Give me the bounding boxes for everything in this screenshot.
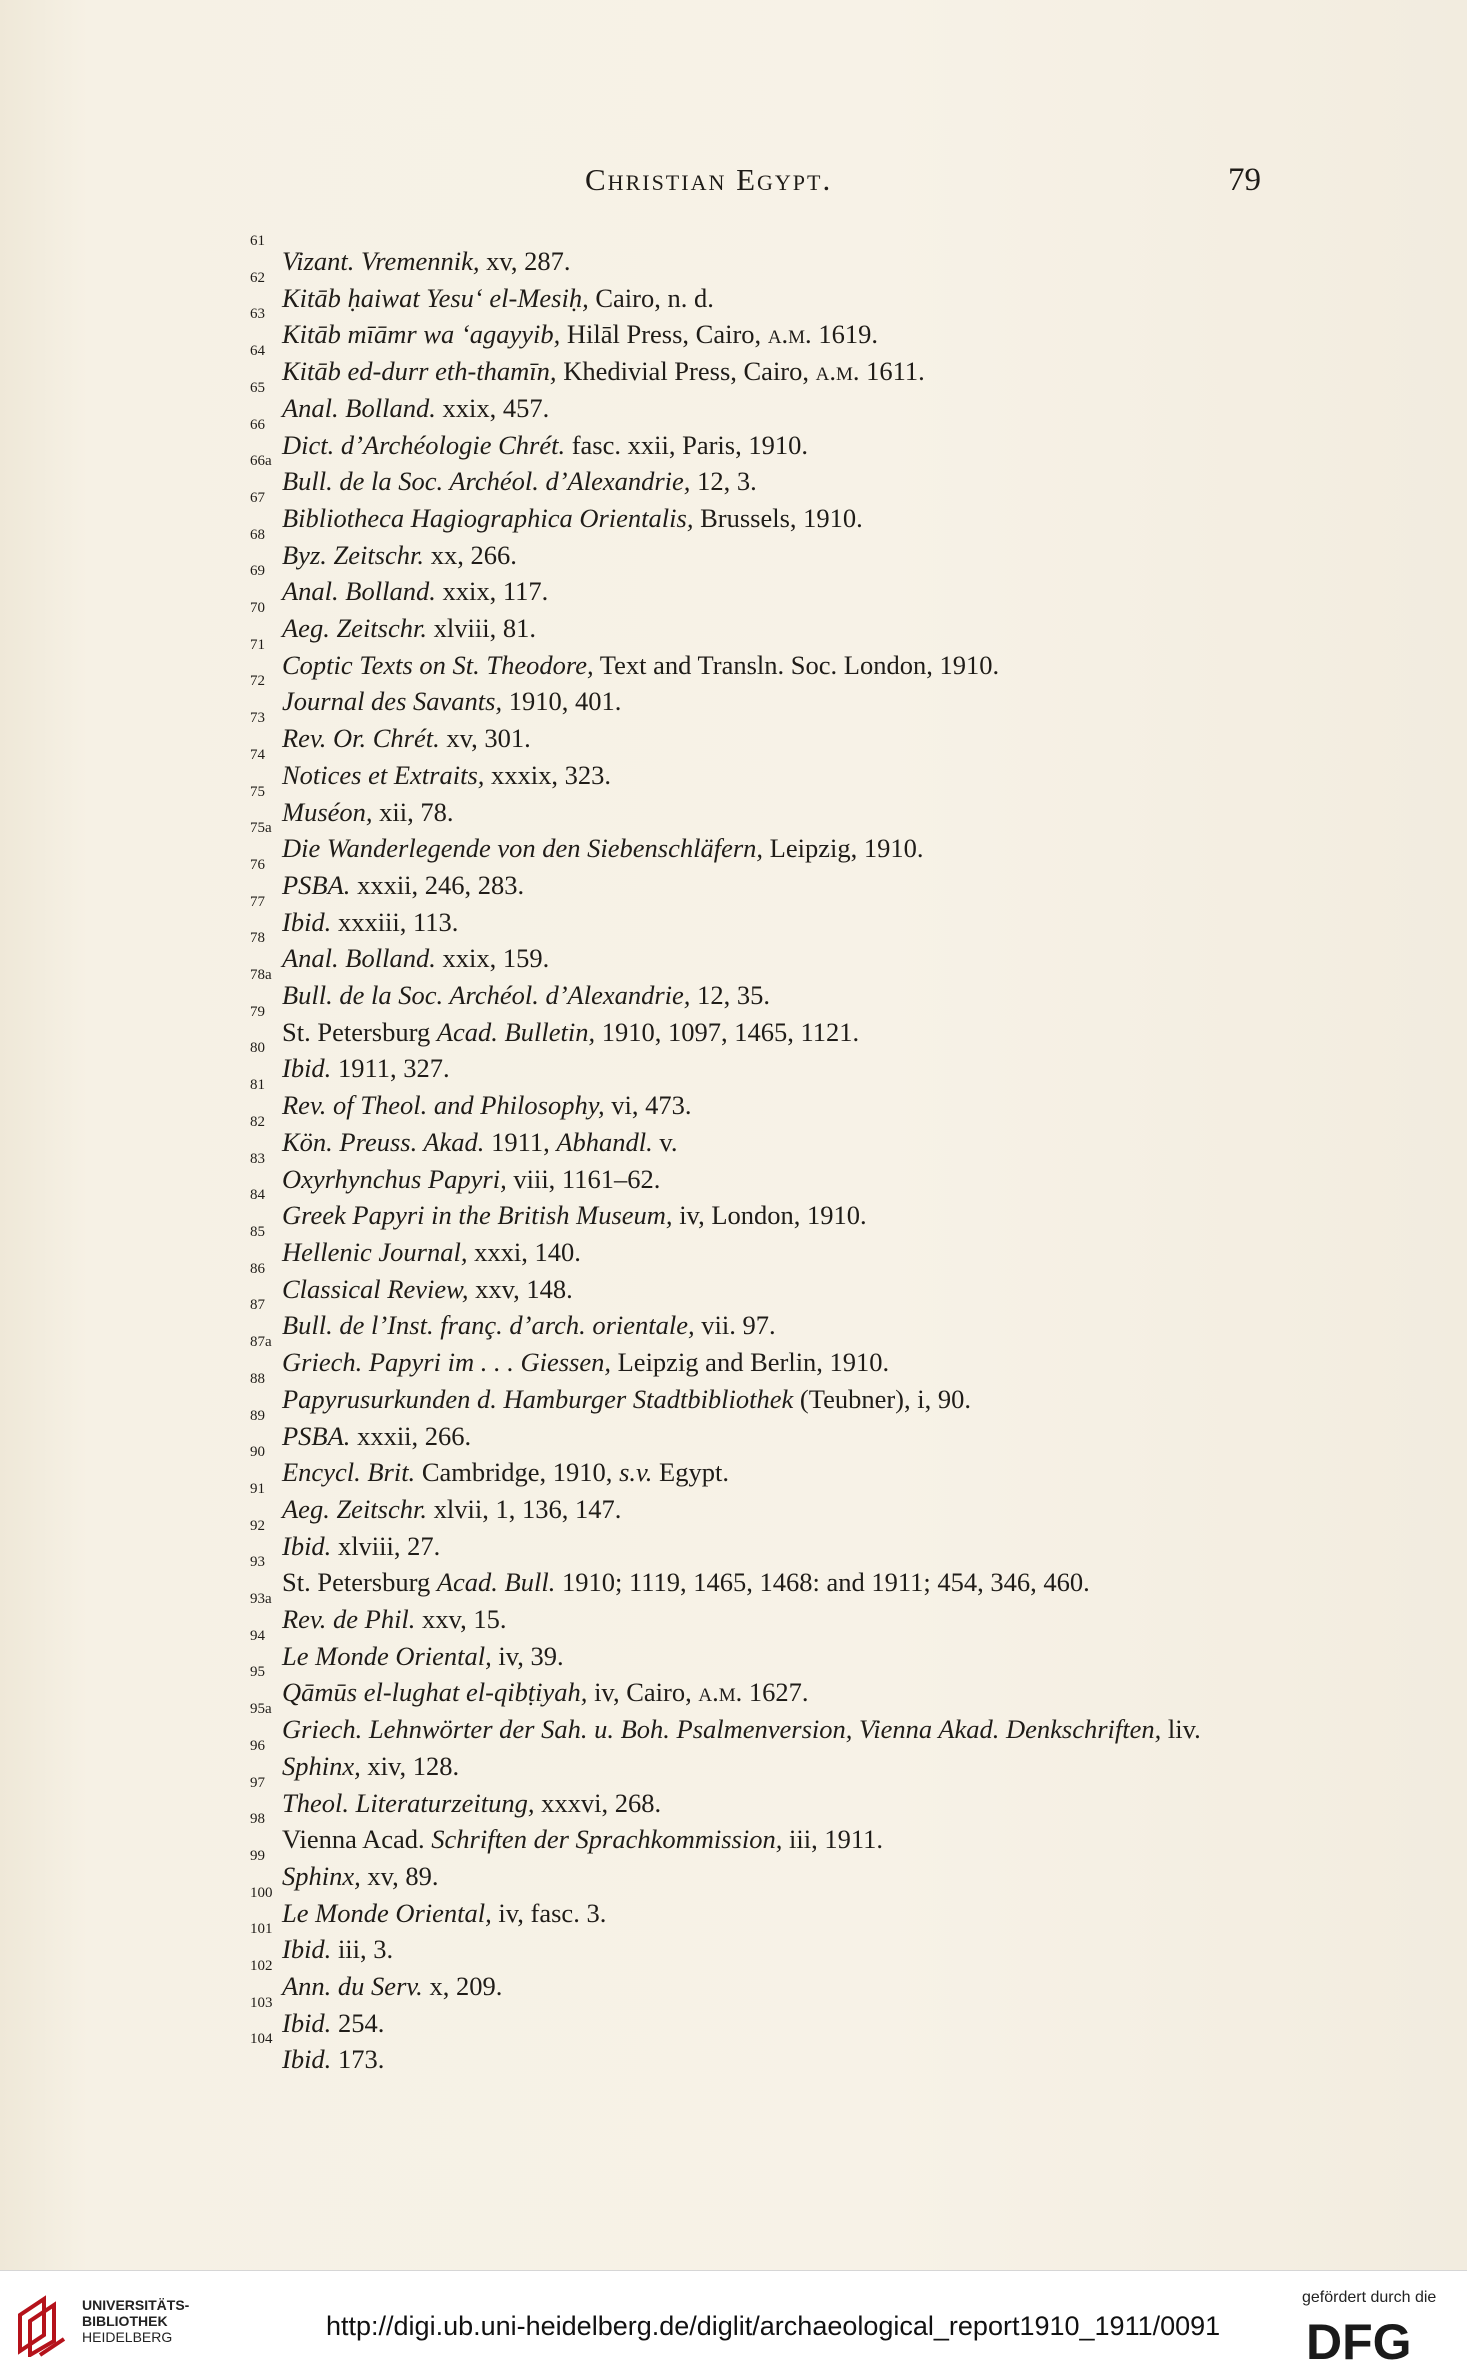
footnote xyxy=(250,1223,1270,1271)
footnote-number: 65 xyxy=(250,379,265,396)
footnote xyxy=(250,2031,1270,2078)
footnote xyxy=(250,1884,1270,1932)
svg-text:DFG: DFG xyxy=(1306,2315,1412,2363)
footnote xyxy=(250,453,1270,500)
footnote-reference: xxxi, 140. xyxy=(467,1236,581,1267)
footnote-reference: iv, London, 1910. xyxy=(672,1200,867,1231)
footnote-reference: Text and Transln. Soc. London, 1910. xyxy=(593,649,1000,680)
footnote-reference: xxxiii, 113. xyxy=(331,906,459,937)
footnote xyxy=(250,636,1270,684)
footnote xyxy=(250,1444,1270,1491)
footnote-title: Griech. Papyri im . . . Giessen, xyxy=(282,1347,611,1378)
footnote xyxy=(250,930,1270,977)
footnote-reference: xlviii, 81. xyxy=(427,613,536,644)
footnote-number: 91 xyxy=(250,1480,265,1497)
footnote-title: Sphinx, xyxy=(282,1750,361,1781)
footnote-era: a.m. xyxy=(698,1677,743,1708)
running-header xyxy=(0,162,1467,202)
footnote-prefix: St. Petersburg xyxy=(282,1567,437,1598)
footnote xyxy=(250,1994,1270,2042)
footnote-reference: Khedivial Press, Cairo, xyxy=(556,356,816,387)
footnote xyxy=(250,1554,1270,1601)
footnote-title: Acad. Bulletin, xyxy=(436,1016,596,1047)
footnote-reference: iv, Cairo, xyxy=(587,1677,699,1708)
library-name-line: UNIVERSITÄTS- xyxy=(82,2297,190,2313)
footnote-reference: Egypt. xyxy=(652,1457,729,1488)
footnote-number: 78 xyxy=(250,930,265,947)
footnote-number: 104 xyxy=(250,2031,273,2048)
footnote-title: Abhandl. xyxy=(556,1126,653,1157)
footnote-reference: 1619. xyxy=(811,319,878,350)
footnote xyxy=(250,1811,1270,1858)
footnote-number: 66a xyxy=(250,453,272,470)
footnote-reference: xlvii, 1, 136, 147. xyxy=(427,1493,622,1524)
footnote xyxy=(250,967,1270,1014)
footnote-title: Bull. de l’Inst. franç. d’arch. orientale, xyxy=(282,1310,695,1341)
footnote-number: 67 xyxy=(250,489,265,506)
footnote-title: Bibliotheca Hagiographica Orientalis, xyxy=(282,502,694,533)
footnote-title: Le Monde Oriental, xyxy=(282,1640,492,1671)
footnote xyxy=(250,1150,1270,1198)
footnote-title: Theol. Literaturzeitung, xyxy=(282,1787,535,1818)
library-name xyxy=(82,2297,189,2345)
footnote xyxy=(250,1591,1270,1638)
footnote-title: PSBA. xyxy=(282,1420,351,1451)
footnote-list xyxy=(250,233,1270,2078)
footnote-reference: xxxvi, 268. xyxy=(534,1787,662,1818)
footnote xyxy=(250,600,1270,647)
footnote xyxy=(250,1260,1270,1308)
footnote-title: Dict. d’Archéologie Chrét. xyxy=(282,429,566,460)
footnote xyxy=(250,1113,1270,1161)
footnote-reference: xlviii, 27. xyxy=(331,1530,441,1561)
footnote-reference: 173. xyxy=(331,2044,385,2075)
footnote-reference: fasc. xxii, Paris, 1910. xyxy=(565,429,808,460)
footnote-reference: xx, 266. xyxy=(424,539,517,570)
viewer-footer xyxy=(0,2270,1467,2380)
footnote-reference: xxv, 15. xyxy=(415,1604,507,1635)
footnote-title: Muséon, xyxy=(282,796,373,827)
footnote-number: 78a xyxy=(250,967,272,984)
footnote-title: s.v. xyxy=(619,1457,653,1488)
footnote xyxy=(250,489,1270,537)
footnote-number: 101 xyxy=(250,1921,273,1938)
footnote xyxy=(250,710,1270,757)
footnote-number: 97 xyxy=(250,1774,265,1791)
footnote-number: 92 xyxy=(250,1517,265,1534)
footnote-title: Anal. Bolland. xyxy=(282,392,436,423)
footnote xyxy=(250,563,1270,610)
footnote-reference: 12, 35. xyxy=(690,980,770,1011)
page-number: 79 xyxy=(1228,162,1261,198)
footnote-title: Bull. de la Soc. Archéol. d’Alexandrie, xyxy=(282,466,691,497)
footnote-title: Oxyrhynchus Papyri, xyxy=(282,1163,507,1194)
footnote-number: 73 xyxy=(250,710,265,727)
footnote xyxy=(250,306,1270,353)
footnote-number: 68 xyxy=(250,526,265,543)
footnote-number: 87a xyxy=(250,1334,272,1351)
footnote-number: 96 xyxy=(250,1737,265,1754)
footnote-reference: iv, 39. xyxy=(491,1640,564,1671)
footnote-title: Ibid. xyxy=(282,2007,332,2038)
footnote xyxy=(250,820,1270,867)
footnote-number: 69 xyxy=(250,563,265,580)
funding-caption: gefördert durch die xyxy=(1302,2289,1437,2306)
footnote xyxy=(250,1701,1270,1748)
footnote-title: Griech. Lehnwörter der Sah. u. Boh. Psalmenversion, Vienna Akad. Denkschriften, xyxy=(282,1714,1162,1745)
footnote-reference: xv, 89. xyxy=(360,1860,439,1891)
footnote-reference: 1611. xyxy=(859,356,925,387)
footnote-number: 102 xyxy=(250,1958,273,1975)
footnote-number: 95 xyxy=(250,1664,265,1681)
footnote xyxy=(250,856,1270,904)
footnote-title: Kitāb ḥaiwat Yesu‘ el-Mesiḥ, xyxy=(282,282,589,313)
footnote-title: Notices et Extraits, xyxy=(282,759,485,790)
footnote xyxy=(250,1664,1270,1711)
footnote-reference: Leipzig and Berlin, 1910. xyxy=(611,1347,890,1378)
footnote xyxy=(250,343,1270,390)
footnote-number: 95a xyxy=(250,1701,272,1718)
footnote xyxy=(250,1774,1270,1822)
footnote-title: Acad. Bull. xyxy=(436,1567,556,1598)
footnote-reference: 1627. xyxy=(742,1677,809,1708)
footnote-number: 85 xyxy=(250,1223,265,1240)
footnote-title: Kitāb ed-durr eth-thamīn, xyxy=(282,356,557,387)
footnote-reference: x, 209. xyxy=(422,1971,503,2002)
footnote-reference: xxv, 148. xyxy=(468,1273,573,1304)
footnote xyxy=(250,269,1270,317)
footnote xyxy=(250,1627,1270,1675)
footnote-number: 70 xyxy=(250,600,265,617)
footnote-title: Anal. Bolland. xyxy=(282,943,436,974)
footnote-reference: Brussels, 1910. xyxy=(693,502,863,533)
footnote xyxy=(250,1077,1270,1124)
footnote-era: a.m. xyxy=(815,356,860,387)
footnote-title: Hellenic Journal, xyxy=(282,1236,468,1267)
footnote-prefix: Vienna Acad. xyxy=(282,1824,432,1855)
footnote-reference: v. xyxy=(652,1126,678,1157)
footnote-number: 77 xyxy=(250,893,265,910)
footnote-reference: xxix, 457. xyxy=(435,392,550,423)
footnote-title: Journal des Savants, xyxy=(282,686,503,717)
footnote-reference: xv, 301. xyxy=(439,723,531,754)
footnote-reference: 12, 3. xyxy=(690,466,757,497)
footnote-title: Rev. of Theol. and Philosophy, xyxy=(282,1090,605,1121)
footnote-reference: xxxii, 266. xyxy=(350,1420,472,1451)
footnote-number: 94 xyxy=(250,1627,265,1644)
footnote xyxy=(250,1847,1270,1895)
footnote xyxy=(250,673,1270,720)
footnote xyxy=(250,746,1270,794)
footnote-title: Ibid. xyxy=(282,1053,332,1084)
footnote-number: 64 xyxy=(250,343,265,360)
footnote-number: 88 xyxy=(250,1370,265,1387)
footnote-number: 100 xyxy=(250,1884,273,1901)
footnote-title: Coptic Texts on St. Theodore, xyxy=(282,649,594,680)
footnote-number: 103 xyxy=(250,1994,273,2011)
footnote xyxy=(250,1040,1270,1087)
footnote-reference: Cairo, n. d. xyxy=(588,282,714,313)
footnote xyxy=(250,783,1270,831)
footnote-number: 79 xyxy=(250,1003,265,1020)
footnote-reference: iv, fasc. 3. xyxy=(491,1897,607,1928)
footnote-number: 99 xyxy=(250,1847,265,1864)
footnote-reference: 1910; 1119, 1465, 1468: and 1911; 454, 346, 460. xyxy=(555,1567,1090,1598)
footnote-number: 75 xyxy=(250,783,265,800)
footnote-title: Encycl. Brit. xyxy=(282,1457,416,1488)
footnote-title: Ann. du Serv. xyxy=(282,1971,423,2002)
footnote xyxy=(250,1958,1270,2005)
footnote-title: Schriften der Sprachkommission, xyxy=(431,1824,783,1855)
permalink-url[interactable]: http://digi.ub.uni-heidelberg.de/diglit/archaeological_report1910_1911/0091 xyxy=(326,2311,1221,2341)
footnote-title: Byz. Zeitschr. xyxy=(282,539,425,570)
footnote-number: 61 xyxy=(250,233,265,249)
footnote-number: 89 xyxy=(250,1407,265,1424)
footnote xyxy=(250,233,1270,280)
footnote-title: Ibid. xyxy=(282,1934,332,1965)
footnote-number: 93a xyxy=(250,1591,272,1608)
footnote xyxy=(250,893,1270,941)
footnote-reference: iii, 3. xyxy=(331,1934,394,1965)
footnote-reference: Leipzig, 1910. xyxy=(763,833,924,864)
footnote xyxy=(250,379,1270,427)
footnote-reference: liv. xyxy=(1161,1714,1201,1745)
footnote-reference: Cambridge, 1910, xyxy=(415,1457,620,1488)
footnote-reference: xxxix, 323. xyxy=(484,759,612,790)
footnote xyxy=(250,1187,1270,1234)
footnote-reference: xxix, 159. xyxy=(435,943,550,974)
library-name-line: HEIDELBERG xyxy=(82,2329,173,2345)
footnote-title: Ibid. xyxy=(282,1530,332,1561)
footnote-number: 74 xyxy=(250,746,265,763)
footnote xyxy=(250,1370,1270,1418)
dfg-logo-icon xyxy=(1306,2315,1446,2363)
footnote-number: 66 xyxy=(250,416,265,433)
footnote-title: Vizant. Vremennik, xyxy=(282,246,480,276)
footnote-number: 76 xyxy=(250,856,265,873)
footnote-reference: vii. 97. xyxy=(694,1310,776,1341)
footnote-title: Anal. Bolland. xyxy=(282,576,436,607)
footnote-reference: xxix, 117. xyxy=(435,576,549,607)
footnote-reference: 1911, xyxy=(484,1126,557,1157)
footnote-title: Aeg. Zeitschr. xyxy=(282,1493,427,1524)
footnote-title: Rev. de Phil. xyxy=(282,1604,416,1635)
footnote-prefix: St. Petersburg xyxy=(282,1016,437,1047)
footnote xyxy=(250,1480,1270,1528)
footnote xyxy=(250,1407,1270,1455)
footnote-title: Kitāb mīāmr wa ‘agayyib, xyxy=(282,319,561,350)
footnote-number: 83 xyxy=(250,1150,265,1167)
footnote-number: 81 xyxy=(250,1077,265,1094)
footnote-number: 62 xyxy=(250,269,265,286)
footnote-reference: Hilāl Press, Cairo, xyxy=(560,319,768,350)
footnote-number: 87 xyxy=(250,1297,265,1314)
footnote-number: 72 xyxy=(250,673,265,690)
footnote-title: Greek Papyri in the British Museum, xyxy=(282,1200,673,1231)
footnote-number: 98 xyxy=(250,1811,265,1828)
footnote-number: 71 xyxy=(250,636,265,653)
footnote-number: 75a xyxy=(250,820,272,837)
footnote-reference: (Teubner), i, 90. xyxy=(793,1383,971,1414)
footnote-number: 90 xyxy=(250,1444,265,1461)
footnote-title: Classical Review, xyxy=(282,1273,469,1304)
footnote-title: Sphinx, xyxy=(282,1860,361,1891)
running-title: Christian Egypt. xyxy=(585,162,833,197)
footnote-reference: xxxii, 246, 283. xyxy=(350,869,525,900)
footnote xyxy=(250,526,1270,574)
footnote xyxy=(250,1334,1270,1381)
library-name-line: BIBLIOTHEK xyxy=(82,2313,168,2329)
footnote xyxy=(250,1517,1270,1565)
footnote-title: Kön. Preuss. Akad. xyxy=(282,1126,485,1157)
footnote-reference: 254. xyxy=(331,2007,385,2038)
footnote-title: Le Monde Oriental, xyxy=(282,1897,492,1928)
footnote-number: 86 xyxy=(250,1260,265,1277)
footnote-reference: 1911, 327. xyxy=(331,1053,450,1084)
footnote-reference: vi, 473. xyxy=(604,1090,692,1121)
footnote-reference: 1910, 1097, 1465, 1121. xyxy=(595,1016,860,1047)
footnote-reference: iii, 1911. xyxy=(782,1824,883,1855)
footnote-title: Rev. Or. Chrét. xyxy=(282,723,440,754)
footnote-reference: xv, 287. xyxy=(479,246,571,276)
footnote-title: Aeg. Zeitschr. xyxy=(282,613,427,644)
footnote-title: Qāmūs el-lughat el-qibṭiyah, xyxy=(282,1677,588,1708)
footnote xyxy=(250,416,1270,464)
footnote-title: Ibid. xyxy=(282,2044,332,2075)
footnote-reference: xiv, 128. xyxy=(360,1750,460,1781)
footnote-title: PSBA. xyxy=(282,869,351,900)
footnote-number: 93 xyxy=(250,1554,265,1571)
footnote xyxy=(250,1297,1270,1344)
footnote-title: Bull. de la Soc. Archéol. d’Alexandrie, xyxy=(282,980,691,1011)
footnote-reference: 1910, 401. xyxy=(502,686,622,717)
footnote-number: 84 xyxy=(250,1187,265,1204)
footnote-reference: viii, 1161–62. xyxy=(506,1163,661,1194)
footnote-number: 82 xyxy=(250,1113,265,1130)
footnote xyxy=(250,1737,1270,1785)
university-library-logo-icon xyxy=(14,2293,74,2357)
footnote-number: 63 xyxy=(250,306,265,323)
footnote xyxy=(250,1921,1270,1968)
footnote-number: 80 xyxy=(250,1040,265,1057)
footnote xyxy=(250,1003,1270,1051)
footnote-reference: xii, 78. xyxy=(372,796,454,827)
footnote-title: Ibid. xyxy=(282,906,332,937)
footnote-title: Papyrusurkunden d. Hamburger Stadtbibliothek xyxy=(282,1383,794,1414)
footnote-title: Die Wanderlegende von den Siebenschläfern, xyxy=(282,833,764,864)
footnote-era: a.m. xyxy=(767,319,812,350)
